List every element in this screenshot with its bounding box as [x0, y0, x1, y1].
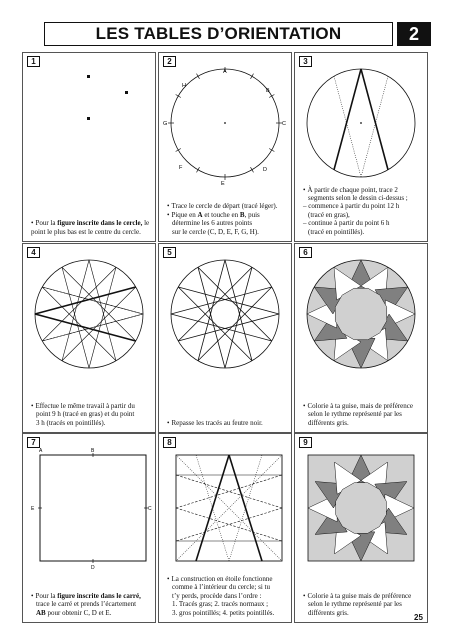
dotted-segment: [361, 76, 388, 177]
panel-number: 8: [163, 437, 176, 448]
star-segment: [89, 267, 116, 368]
construction-tick: [176, 149, 181, 152]
star-segment: [42, 287, 116, 361]
star-center: [335, 288, 387, 340]
panel-number: 7: [27, 437, 40, 448]
star-segment: [62, 260, 89, 361]
chapter-number-badge: 2: [397, 22, 431, 46]
point-label-g: G: [163, 121, 168, 127]
panel-caption: • La construction en étoile fonctionne comme à l’intérieur du cercle; si tu t’y perds, procède dans l’ordre : 1. Tracés gras; 2. tracés normaux ; 3. gros pointillés; 4. petits pointillés.: [167, 575, 287, 617]
point-label-b: B: [91, 448, 95, 454]
construction-tick: [251, 167, 254, 172]
figure-square-star-construction: [161, 448, 289, 570]
star-center: [336, 483, 387, 534]
panel-caption: • Effectue le même travail à partir du point 9 h (tracé en gras) et du point 3 h (tracés en pointillés).: [31, 402, 151, 427]
figure-colored-star-circle: [297, 258, 425, 380]
panel-number: 2: [163, 56, 176, 67]
panel-caption: • Colorie à ta guise, mais de préférence selon le rythme représenté par les différents gris.: [303, 402, 423, 427]
star-segment: [42, 267, 116, 341]
bold-segment: [361, 69, 388, 170]
panel-number: 1: [27, 56, 40, 67]
construction-tick: [197, 74, 200, 79]
construction-tick: [269, 149, 274, 152]
star-segment: [89, 260, 116, 361]
figure-second-segments: [25, 258, 153, 380]
panel-number: 3: [299, 56, 312, 67]
figure-square: [25, 448, 153, 570]
panel-7: [22, 433, 156, 623]
panel-9: [294, 433, 428, 623]
page-title-box: [44, 22, 393, 46]
bold-segment: [334, 69, 361, 170]
star-segment: [62, 267, 89, 368]
construction-tick: [197, 167, 200, 172]
panel-number: 4: [27, 247, 40, 258]
point-label-e: E: [221, 181, 225, 187]
figure-colored-star-square: [297, 448, 425, 570]
construction-tick: [269, 95, 274, 98]
point-label-a: A: [223, 69, 227, 75]
panel-6: [294, 243, 428, 433]
panel-3: [294, 52, 428, 242]
panel-caption: • Pour la figure inscrite dans le carré, trace le carré et prends l’écartement AB pour obtenir C, D et E.: [31, 592, 151, 617]
point-label-e: E: [31, 506, 35, 512]
page-title: LES TABLES D’ORIENTATION: [95, 24, 342, 43]
figure-three-points: [25, 67, 153, 189]
panel-number: 5: [163, 247, 176, 258]
panel-5: [158, 243, 292, 433]
page-number: 25: [414, 613, 423, 622]
point-label-f: F: [179, 165, 183, 171]
panel-1: [22, 52, 156, 242]
figure-first-segments: [297, 67, 425, 189]
point-label-c: C: [148, 506, 152, 512]
construction-tick: [251, 74, 254, 79]
point-label-b: B: [266, 88, 270, 94]
panel-4: [22, 243, 156, 433]
point-label-h: H: [182, 83, 186, 89]
panel-8: [158, 433, 292, 623]
point-label-a: A: [39, 448, 43, 454]
panel-number: 6: [299, 247, 312, 258]
bold-segment: [35, 314, 136, 341]
panel-caption: • Trace le cercle de départ (tracé léger). • Pique en A et touche en B, puis détermine les 6 autres points sur le cercle (C, D, E, F, G, H).: [167, 202, 287, 236]
construction-tick: [176, 95, 181, 98]
panel-number: 9: [299, 437, 312, 448]
point-label-d: D: [91, 565, 95, 570]
point-label-d: D: [263, 167, 267, 173]
figure-inked-star: [161, 258, 289, 380]
panel-caption: • À partir de chaque point, trace 2 segments selon le dessin ci-dessus ; – commence à partir du point 12 h (tracé en gras), – continue à partir du point 6 h (tracé en pointillés).: [303, 186, 423, 236]
point-label-c: C: [282, 121, 286, 127]
dotted-segment: [334, 76, 361, 177]
panel-caption: • Pour la figure inscrite dans le cercle, le point le plus bas est le centre du cercle.: [31, 219, 151, 236]
panel-caption: • Repasse les tracés au feutre noir.: [167, 419, 287, 427]
figure-circle-points: [161, 67, 289, 189]
panel-2: [158, 52, 292, 242]
panel-caption: • Colorie à ta guise mais de préférence selon le rythme représenté par les différents gris.: [303, 592, 423, 617]
bold-segment: [35, 287, 136, 314]
